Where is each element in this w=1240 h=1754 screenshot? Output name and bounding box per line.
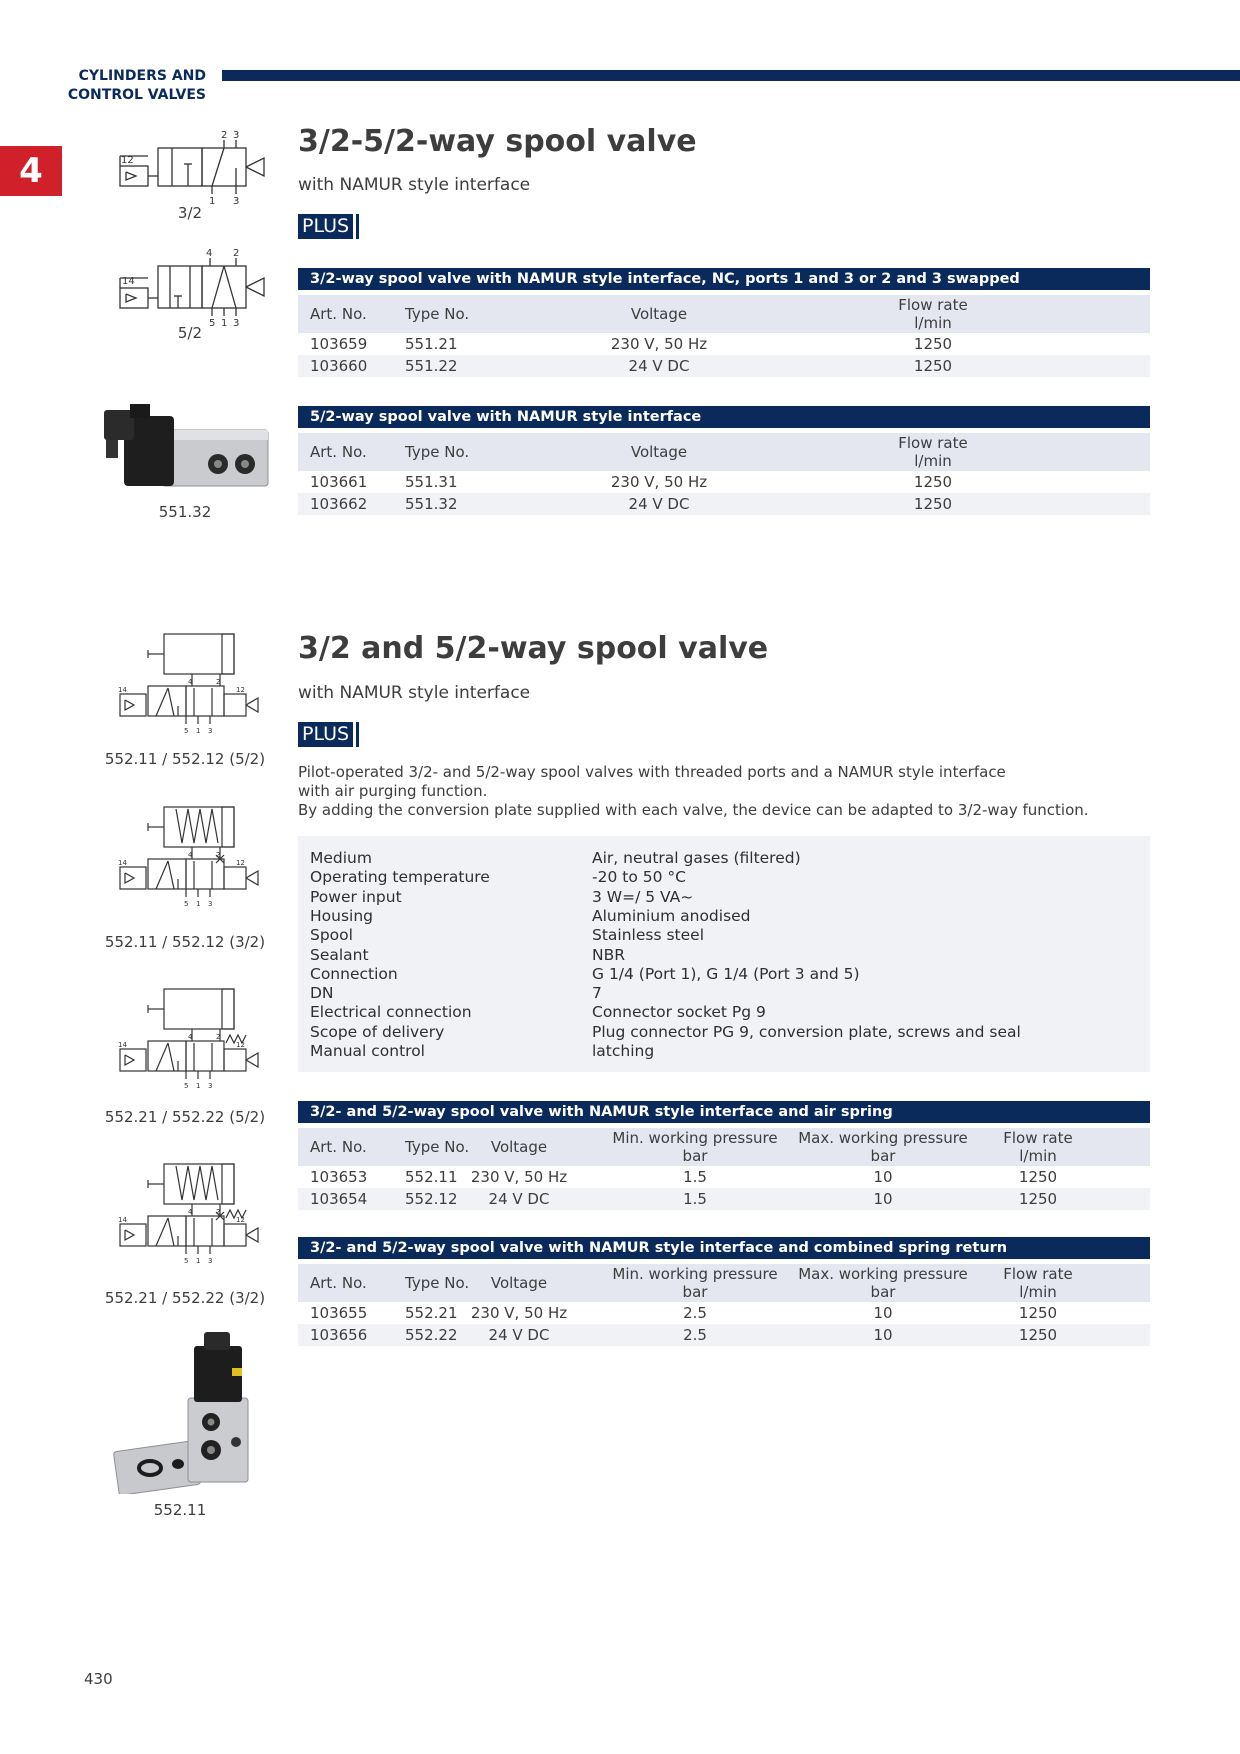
header-art-no: Art. No. — [310, 305, 367, 323]
specification-panel — [298, 836, 1150, 1072]
svg-text:4: 4 — [206, 248, 213, 259]
table-row — [298, 333, 1150, 355]
cell-type: 552.21 — [405, 1304, 458, 1322]
cell-type: 552.11 — [405, 1168, 458, 1186]
cell-type: 552.22 — [405, 1326, 458, 1344]
cell-flow: 1250 — [1018, 1190, 1058, 1208]
cell-voltage: 230 V, 50 Hz — [610, 335, 708, 353]
spec-row — [298, 965, 1150, 984]
header-type-no: Type No. — [405, 443, 470, 461]
table-row — [298, 1188, 1150, 1210]
pilot-valve-symbol — [112, 1160, 272, 1272]
header-type-no: Type No. — [405, 1138, 470, 1156]
header-voltage: Voltage — [490, 1274, 548, 1292]
svg-text:2: 2 — [221, 130, 228, 141]
plus-badge — [298, 214, 359, 239]
plus-badge-label: PLUS — [298, 722, 353, 747]
spec-row — [298, 1042, 1150, 1061]
valve-symbol-5-2 — [112, 246, 272, 332]
table-title: 3/2-way spool valve with NAMUR style interface, NC, ports 1 and 3 or 2 and 3 swapped — [298, 268, 1150, 290]
cell-type: 551.21 — [405, 335, 458, 353]
table-row — [298, 1166, 1150, 1188]
spec-value: Plug connector PG 9, conversion plate, screws and seal — [592, 1022, 1021, 1041]
svg-text:5: 5 — [184, 900, 189, 908]
cell-flow: 1250 — [1018, 1304, 1058, 1322]
svg-text:1: 1 — [209, 196, 216, 207]
svg-text:12: 12 — [236, 1041, 245, 1049]
description-line: with air purging function. — [298, 782, 488, 800]
description-line: Pilot-operated 3/2- and 5/2-way spool valves with threaded ports and a NAMUR style interface — [298, 763, 1006, 781]
table-row — [298, 1302, 1150, 1324]
table-5-2 — [298, 406, 1150, 515]
product-photo-552-11 — [112, 1328, 272, 1494]
table-title: 3/2- and 5/2-way spool valve with NAMUR style interface and air spring — [298, 1101, 1150, 1123]
svg-text:2: 2 — [233, 248, 240, 259]
svg-text:1: 1 — [196, 900, 201, 908]
spec-key: Spool — [310, 926, 353, 945]
symbol-caption: 552.11 / 552.12 (3/2) — [104, 933, 266, 951]
svg-text:3: 3 — [233, 196, 240, 207]
header-art-no: Art. No. — [310, 1138, 367, 1156]
spec-row — [298, 946, 1150, 965]
svg-text:3: 3 — [233, 130, 240, 141]
cell-art: 103655 — [310, 1304, 368, 1322]
cell-flow: 1250 — [913, 357, 953, 375]
svg-text:3: 3 — [233, 318, 240, 329]
spec-value: Stainless steel — [592, 926, 704, 945]
header-max-pressure: Max. working pressure bar — [798, 1265, 968, 1301]
table-row — [298, 355, 1150, 377]
table-row — [298, 471, 1150, 493]
cell-voltage: 230 V, 50 Hz — [470, 1304, 568, 1322]
svg-text:1: 1 — [196, 727, 201, 735]
section2-subtitle: with NAMUR style interface — [298, 683, 531, 703]
svg-text:2: 2 — [216, 851, 221, 859]
description-line: By adding the conversion plate supplied with each valve, the device can be adapted to 3/2-way function. — [298, 801, 1089, 819]
svg-text:5: 5 — [209, 318, 216, 329]
header-flow-rate: Flow rate l/min — [898, 296, 968, 332]
spec-value: Aluminium anodised — [592, 906, 751, 925]
section-heading — [60, 67, 206, 105]
cell-flow: 1250 — [1018, 1326, 1058, 1344]
symbol-caption-3-2: 3/2 — [177, 204, 203, 222]
table-title: 3/2- and 5/2-way spool valve with NAMUR style interface and combined spring return — [298, 1237, 1150, 1259]
spec-row — [298, 849, 1150, 868]
cell-flow: 1250 — [913, 335, 953, 353]
spec-key: Manual control — [310, 1042, 425, 1060]
cell-type: 551.31 — [405, 473, 458, 491]
spec-row — [298, 888, 1150, 907]
table-3-2-nc — [298, 268, 1150, 377]
svg-text:14: 14 — [118, 859, 127, 867]
symbol-caption: 552.11 / 552.12 (5/2) — [104, 750, 266, 768]
spec-value: -20 to 50 °C — [592, 868, 686, 887]
spec-row — [298, 926, 1150, 945]
header-art-no: Art. No. — [310, 1274, 367, 1292]
header-max-pressure: Max. working pressure bar — [798, 1129, 968, 1165]
header-type-no: Type No. — [405, 305, 470, 323]
cell-voltage: 24 V DC — [628, 495, 690, 513]
cell-max: 10 — [873, 1190, 893, 1208]
svg-text:4: 4 — [188, 851, 193, 859]
spec-key: Scope of delivery — [310, 1022, 445, 1041]
header-art-no: Art. No. — [310, 443, 367, 461]
spec-value: 7 — [592, 984, 602, 1003]
svg-text:1: 1 — [221, 318, 228, 329]
product-description — [298, 763, 1138, 820]
svg-text:4: 4 — [188, 678, 193, 686]
header-flow-rate: Flow rate l/min — [1003, 1265, 1073, 1301]
table-header-row — [298, 295, 1150, 333]
cell-flow: 1250 — [913, 473, 953, 491]
svg-text:4: 4 — [188, 1208, 193, 1216]
svg-text:14: 14 — [118, 1216, 127, 1224]
svg-text:2: 2 — [216, 1033, 221, 1041]
header-voltage: Voltage — [490, 1138, 548, 1156]
cell-art: 103653 — [310, 1168, 368, 1186]
svg-text:12: 12 — [121, 155, 134, 166]
svg-text:5: 5 — [184, 727, 189, 735]
cell-voltage: 24 V DC — [488, 1190, 550, 1208]
svg-text:14: 14 — [118, 1041, 127, 1049]
photo-caption-552-11: 552.11 — [153, 1501, 207, 1519]
svg-text:14: 14 — [118, 686, 127, 694]
page-number: 430 — [84, 1670, 113, 1688]
header-flow-rate: Flow rate l/min — [1003, 1129, 1073, 1165]
table-header-row — [298, 433, 1150, 471]
symbol-caption: 552.21 / 552.22 (3/2) — [104, 1289, 266, 1307]
spec-row — [298, 1003, 1150, 1022]
cell-min: 2.5 — [683, 1326, 707, 1344]
spec-key: Sealant — [310, 945, 369, 964]
header-min-pressure: Min. working pressure bar — [612, 1265, 778, 1301]
cell-type: 551.32 — [405, 495, 458, 513]
svg-text:2: 2 — [216, 1208, 221, 1216]
pilot-valve-symbol — [112, 803, 272, 915]
cell-voltage: 230 V, 50 Hz — [610, 473, 708, 491]
section1-title: 3/2-5/2-way spool valve — [298, 124, 697, 159]
spec-key: Housing — [310, 906, 374, 925]
cell-type: 552.12 — [405, 1190, 458, 1208]
svg-text:5: 5 — [184, 1082, 189, 1090]
cell-flow: 1250 — [913, 495, 953, 513]
spec-key: Connection — [310, 964, 398, 983]
cell-max: 10 — [873, 1304, 893, 1322]
svg-text:2: 2 — [216, 678, 221, 686]
photo-caption-551-32: 551.32 — [158, 503, 212, 521]
plus-badge-label: PLUS — [298, 214, 353, 239]
section2-title: 3/2 and 5/2-way spool valve — [298, 631, 769, 666]
chapter-tab: 4 — [0, 146, 62, 196]
symbol-caption-5-2: 5/2 — [177, 324, 203, 342]
table-header-row — [298, 1128, 1150, 1166]
header-rule — [222, 70, 1240, 81]
section1-subtitle: with NAMUR style interface — [298, 175, 531, 195]
spec-key: DN — [310, 984, 334, 1003]
spec-row — [298, 1023, 1150, 1042]
section-heading-line2: CONTROL VALVES — [67, 87, 206, 103]
table-spring-return — [298, 1237, 1150, 1346]
cell-art: 103659 — [310, 335, 368, 353]
svg-text:3: 3 — [208, 1257, 213, 1265]
spec-row — [298, 907, 1150, 926]
cell-min: 1.5 — [683, 1190, 707, 1208]
table-row — [298, 493, 1150, 515]
header-min-pressure: Min. working pressure bar — [612, 1129, 778, 1165]
pilot-valve-symbol — [112, 630, 272, 742]
pilot-valve-symbol — [112, 985, 272, 1097]
svg-text:12: 12 — [236, 1216, 245, 1224]
header-flow-rate: Flow rate l/min — [898, 434, 968, 470]
svg-text:4: 4 — [188, 1033, 193, 1041]
cell-voltage: 24 V DC — [628, 357, 690, 375]
cell-type: 551.22 — [405, 357, 458, 375]
product-photo-551-32 — [100, 400, 272, 492]
spec-key: Electrical connection — [310, 1003, 472, 1022]
svg-text:5: 5 — [184, 1257, 189, 1265]
svg-text:3: 3 — [208, 727, 213, 735]
symbol-caption: 552.21 / 552.22 (5/2) — [104, 1108, 266, 1126]
spec-value: NBR — [592, 945, 625, 964]
section-heading-line1: CYLINDERS AND — [78, 68, 206, 84]
table-air-spring — [298, 1101, 1150, 1210]
cell-voltage: 230 V, 50 Hz — [470, 1168, 568, 1186]
table-header-row — [298, 1264, 1150, 1302]
plus-badge — [298, 722, 359, 747]
svg-text:12: 12 — [236, 686, 245, 694]
spec-value: 3 W=/ 5 VA~ — [592, 887, 694, 906]
header-voltage: Voltage — [630, 443, 688, 461]
spec-key: Operating temperature — [310, 868, 490, 887]
svg-text:12: 12 — [236, 859, 245, 867]
cell-art: 103660 — [310, 357, 368, 375]
svg-text:14: 14 — [122, 276, 135, 287]
header-type-no: Type No. — [405, 1274, 470, 1292]
cell-flow: 1250 — [1018, 1168, 1058, 1186]
svg-text:1: 1 — [196, 1082, 201, 1090]
cell-voltage: 24 V DC — [488, 1326, 550, 1344]
cell-art: 103654 — [310, 1190, 368, 1208]
cell-art: 103662 — [310, 495, 368, 513]
svg-text:1: 1 — [196, 1257, 201, 1265]
svg-text:3: 3 — [208, 900, 213, 908]
spec-value: G 1/4 (Port 1), G 1/4 (Port 3 and 5) — [592, 964, 860, 983]
spec-value: Air, neutral gases (filtered) — [592, 849, 801, 867]
table-row — [298, 1324, 1150, 1346]
spec-key: Power input — [310, 887, 402, 906]
cell-max: 10 — [873, 1168, 893, 1186]
cell-max: 10 — [873, 1326, 893, 1344]
cell-art: 103656 — [310, 1326, 368, 1344]
table-title: 5/2-way spool valve with NAMUR style interface — [298, 406, 1150, 428]
spec-row — [298, 984, 1150, 1003]
spec-value: latching — [592, 1042, 655, 1060]
spec-key: Medium — [310, 849, 372, 867]
cell-min: 2.5 — [683, 1304, 707, 1322]
spec-value: Connector socket Pg 9 — [592, 1003, 766, 1022]
cell-art: 103661 — [310, 473, 368, 491]
header-voltage: Voltage — [630, 305, 688, 323]
svg-text:3: 3 — [208, 1082, 213, 1090]
spec-row — [298, 868, 1150, 887]
cell-min: 1.5 — [683, 1168, 707, 1186]
